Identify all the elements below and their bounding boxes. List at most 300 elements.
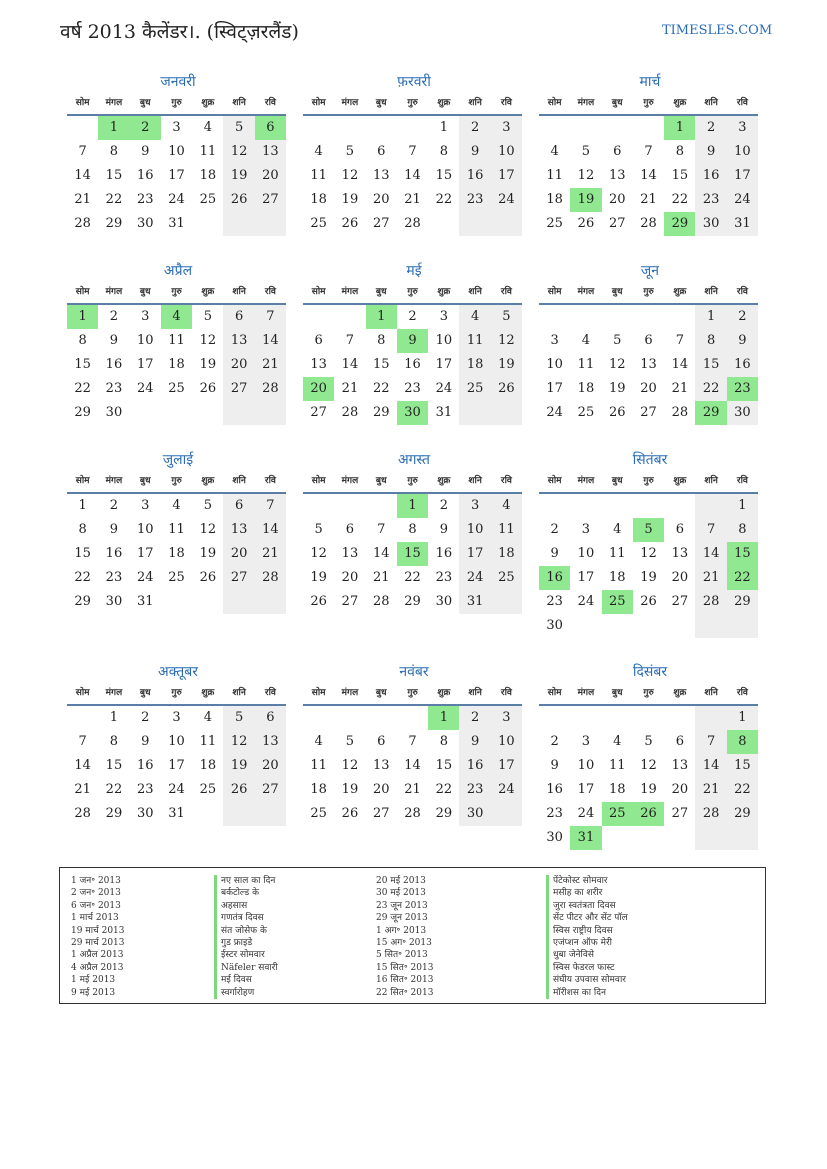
month-block <box>303 448 525 614</box>
day-cell: 15 <box>105 758 123 773</box>
holiday-name: संत जोसेफ के <box>214 925 278 937</box>
weekday-header: सोम <box>303 283 334 305</box>
day-cell: 28 <box>671 405 689 420</box>
empty-day-cell <box>192 401 223 425</box>
weekday-header: सोम <box>539 684 570 706</box>
day-cell: 21 <box>255 353 286 377</box>
day-cell: 4 <box>459 305 490 329</box>
day-cell: 5 <box>223 706 254 730</box>
month-block <box>303 70 525 236</box>
holiday-day-cell: 1 <box>366 305 397 329</box>
day-cell: 11 <box>546 168 563 183</box>
day-cell: 10 <box>577 546 595 561</box>
day-cell: 26 <box>199 570 217 585</box>
weekday-header: रवि <box>255 472 286 494</box>
day-cell: 8 <box>439 734 448 749</box>
month-block <box>67 259 289 425</box>
day-cell: 8 <box>78 522 87 537</box>
day-cell: 28 <box>255 377 286 401</box>
weekday-header: बुध <box>366 684 397 706</box>
day-cell: 16 <box>105 357 123 372</box>
weekday-header: शुक्र <box>192 684 223 706</box>
day-cell: 30 <box>105 405 123 420</box>
holiday-day-cell: 30 <box>397 401 428 425</box>
empty-day-cell <box>255 590 286 614</box>
day-cell: 29 <box>727 590 758 614</box>
empty-day-cell <box>491 802 522 826</box>
day-cell: 21 <box>695 566 726 590</box>
month-grid <box>539 472 761 638</box>
day-cell: 1 <box>78 498 87 513</box>
day-cell: 13 <box>223 329 254 353</box>
empty-day-cell <box>303 494 334 518</box>
month-name: अक्तूबर <box>158 664 198 680</box>
day-cell: 27 <box>372 806 390 821</box>
day-cell: 10 <box>168 144 185 159</box>
empty-day-cell <box>539 706 570 730</box>
holiday-name: मॉरीशस का दिन <box>546 987 628 999</box>
empty-day-cell <box>727 614 758 638</box>
day-cell: 15 <box>727 754 758 778</box>
day-cell: 9 <box>727 329 758 353</box>
day-cell: 12 <box>310 546 327 561</box>
holiday-name: स्विस फेडरल फास्ट <box>546 962 628 974</box>
day-cell: 3 <box>172 120 181 135</box>
day-cell: 4 <box>581 333 591 348</box>
month-name: जुलाई <box>162 452 194 468</box>
holiday-date: 6 जन॰ 2013 <box>71 900 121 911</box>
weekday-header: गुरु <box>161 283 192 305</box>
holiday-day-cell: 1 <box>98 116 129 140</box>
day-cell: 3 <box>581 522 591 537</box>
month-name: सितंबर <box>632 452 668 468</box>
weekday-header: मंगल <box>334 684 365 706</box>
day-cell: 3 <box>141 498 150 513</box>
day-cell: 16 <box>435 546 453 561</box>
day-cell: 18 <box>199 758 217 773</box>
day-cell: 15 <box>372 357 390 372</box>
day-cell: 9 <box>550 546 559 561</box>
day-cell: 13 <box>671 546 689 561</box>
day-cell: 22 <box>105 192 123 207</box>
day-cell: 10 <box>577 758 595 773</box>
weekday-header: शुक्र <box>428 283 459 305</box>
month-name: मई <box>406 263 422 279</box>
day-cell: 9 <box>459 730 490 754</box>
weekday-header: गुरु <box>397 283 428 305</box>
day-cell: 26 <box>341 806 359 821</box>
day-cell: 12 <box>341 758 359 773</box>
day-cell: 23 <box>105 381 123 396</box>
day-cell: 17 <box>491 754 522 778</box>
holiday-day-cell: 25 <box>602 590 633 614</box>
weekday-header: शनि <box>459 283 490 305</box>
day-cell: 6 <box>675 522 684 537</box>
day-cell: 19 <box>608 381 626 396</box>
day-cell: 19 <box>199 546 217 561</box>
day-cell: 24 <box>727 188 758 212</box>
day-cell: 11 <box>577 357 595 372</box>
weekday-header: गुरु <box>397 94 428 116</box>
day-cell: 6 <box>223 305 254 329</box>
empty-day-cell <box>459 212 490 236</box>
weekday-header: शुक्र <box>664 94 695 116</box>
day-cell: 16 <box>404 357 421 372</box>
empty-day-cell <box>539 116 570 140</box>
month-block <box>67 448 289 614</box>
day-cell: 23 <box>459 188 490 212</box>
day-cell: 30 <box>105 594 123 609</box>
day-cell: 6 <box>314 333 323 348</box>
day-cell: 14 <box>341 357 359 372</box>
day-cell: 3 <box>727 116 758 140</box>
empty-day-cell <box>570 494 601 518</box>
day-cell: 5 <box>613 333 622 348</box>
day-cell: 23 <box>136 192 154 207</box>
day-cell: 2 <box>459 116 490 140</box>
empty-day-cell <box>491 401 522 425</box>
weekday-header: शुक्र <box>428 684 459 706</box>
day-cell: 9 <box>550 758 559 773</box>
weekday-header: शनि <box>459 94 490 116</box>
day-cell: 3 <box>581 734 591 749</box>
day-cell: 7 <box>695 518 726 542</box>
day-cell: 26 <box>577 216 595 231</box>
empty-day-cell <box>303 305 334 329</box>
holiday-day-cell: 15 <box>727 542 758 566</box>
day-cell: 4 <box>613 522 622 537</box>
weekday-header: बुध <box>130 283 161 305</box>
holiday-name: नए साल का दिन <box>214 875 278 887</box>
day-cell: 23 <box>435 570 453 585</box>
weekday-header: शुक्र <box>192 283 223 305</box>
day-cell: 21 <box>640 192 657 207</box>
empty-day-cell <box>695 494 726 518</box>
day-cell: 18 <box>546 192 563 207</box>
day-cell: 23 <box>459 778 490 802</box>
day-cell: 30 <box>546 830 563 845</box>
holiday-day-cell: 16 <box>539 566 570 590</box>
weekday-header: मंगल <box>98 472 129 494</box>
empty-day-cell <box>570 614 601 638</box>
weekday-header: गुरु <box>161 684 192 706</box>
day-cell: 17 <box>435 357 453 372</box>
day-cell: 10 <box>546 357 563 372</box>
day-cell: 28 <box>404 216 421 231</box>
day-cell: 10 <box>435 333 453 348</box>
day-cell: 15 <box>74 357 91 372</box>
day-cell: 17 <box>491 164 522 188</box>
month-grid <box>303 94 525 236</box>
day-cell: 24 <box>459 566 490 590</box>
day-cell: 11 <box>310 758 327 773</box>
day-cell: 30 <box>727 401 758 425</box>
weekday-header: मंगल <box>334 94 365 116</box>
empty-day-cell <box>695 826 726 850</box>
day-cell: 23 <box>546 594 563 609</box>
month-block <box>303 660 525 826</box>
day-cell: 27 <box>671 806 689 821</box>
day-cell: 4 <box>203 710 212 725</box>
holiday-day-cell: 2 <box>130 116 161 140</box>
weekday-header: शनि <box>223 684 254 706</box>
day-cell: 17 <box>727 164 758 188</box>
day-cell: 19 <box>640 570 657 585</box>
day-cell: 19 <box>223 164 254 188</box>
month-name: मार्च <box>639 74 661 90</box>
month-grid <box>303 472 525 614</box>
holiday-day-cell: 1 <box>67 305 98 329</box>
holiday-day-cell: 20 <box>303 377 334 401</box>
day-cell: 6 <box>223 494 254 518</box>
holiday-name: ईस्टर सोमवार <box>214 949 278 961</box>
weekday-header: बुध <box>130 684 161 706</box>
day-cell: 16 <box>546 782 563 797</box>
holiday-names-col2 <box>546 875 628 999</box>
empty-day-cell <box>633 706 664 730</box>
day-cell: 26 <box>640 594 657 609</box>
day-cell: 2 <box>141 710 150 725</box>
day-cell: 18 <box>168 546 185 561</box>
empty-day-cell <box>633 826 664 850</box>
weekday-header: रवि <box>491 94 522 116</box>
day-cell: 27 <box>255 188 286 212</box>
empty-day-cell <box>223 212 254 236</box>
holiday-day-cell: 15 <box>397 542 428 566</box>
empty-day-cell <box>570 116 601 140</box>
day-cell: 30 <box>695 212 726 236</box>
holiday-day-cell: 25 <box>602 802 633 826</box>
holiday-date: 5 सित॰ 2013 <box>376 950 428 961</box>
month-grid <box>539 94 761 236</box>
day-cell: 4 <box>491 494 522 518</box>
empty-day-cell <box>255 401 286 425</box>
day-cell: 2 <box>695 116 726 140</box>
day-cell: 23 <box>404 381 421 396</box>
weekday-header: बुध <box>366 94 397 116</box>
empty-day-cell <box>695 706 726 730</box>
empty-day-cell <box>633 494 664 518</box>
day-cell: 15 <box>695 353 726 377</box>
day-cell: 20 <box>372 192 390 207</box>
month-block <box>539 70 761 236</box>
day-cell: 10 <box>727 140 758 164</box>
empty-day-cell <box>633 614 664 638</box>
holiday-day-cell: 31 <box>570 826 601 850</box>
day-cell: 18 <box>199 168 217 183</box>
weekday-header: शनि <box>695 472 726 494</box>
weekday-header: गुरु <box>633 684 664 706</box>
empty-day-cell <box>192 590 223 614</box>
day-cell: 15 <box>435 758 453 773</box>
day-cell: 18 <box>459 353 490 377</box>
day-cell: 1 <box>109 710 119 725</box>
day-cell: 9 <box>695 140 726 164</box>
empty-day-cell <box>664 614 695 638</box>
day-cell: 7 <box>644 144 653 159</box>
day-cell: 19 <box>310 570 327 585</box>
month-name: अप्रैल <box>163 263 193 279</box>
empty-day-cell <box>303 706 334 730</box>
day-cell: 4 <box>550 144 559 159</box>
day-cell: 17 <box>168 168 185 183</box>
day-cell: 3 <box>491 706 522 730</box>
holiday-name: संघीय उपवास सोमवार <box>546 974 628 986</box>
day-cell: 9 <box>141 734 150 749</box>
weekday-header: बुध <box>366 283 397 305</box>
day-cell: 3 <box>491 116 522 140</box>
weekday-header: गुरु <box>161 94 192 116</box>
day-cell: 24 <box>577 806 595 821</box>
day-cell: 18 <box>168 357 185 372</box>
weekday-header: रवि <box>491 684 522 706</box>
holiday-day-cell: 22 <box>727 566 758 590</box>
month-grid <box>539 684 761 850</box>
day-cell: 6 <box>345 522 355 537</box>
day-cell: 22 <box>74 381 91 396</box>
day-cell: 18 <box>608 782 626 797</box>
day-cell: 29 <box>372 405 390 420</box>
day-cell: 5 <box>203 498 212 513</box>
weekday-header: सोम <box>539 472 570 494</box>
holiday-name: गुड फ्राइडे <box>214 937 278 949</box>
month-block <box>539 448 761 638</box>
empty-day-cell <box>255 212 286 236</box>
day-cell: 9 <box>439 522 448 537</box>
day-cell: 3 <box>172 710 181 725</box>
holiday-name: धुबा जेनेविसे <box>546 949 628 961</box>
day-cell: 4 <box>314 734 323 749</box>
empty-day-cell <box>366 116 397 140</box>
day-cell: 8 <box>408 522 417 537</box>
day-cell: 19 <box>640 782 657 797</box>
day-cell: 2 <box>439 498 448 513</box>
day-cell: 13 <box>223 518 254 542</box>
day-cell: 13 <box>372 168 390 183</box>
day-cell: 13 <box>255 730 286 754</box>
holiday-date: 16 सित॰ 2013 <box>376 975 434 986</box>
day-cell: 13 <box>372 758 390 773</box>
day-cell: 26 <box>491 377 522 401</box>
day-cell: 2 <box>109 498 119 513</box>
day-cell: 24 <box>577 594 595 609</box>
day-cell: 21 <box>74 192 91 207</box>
empty-day-cell <box>602 826 633 850</box>
empty-day-cell <box>223 802 254 826</box>
empty-day-cell <box>664 305 695 329</box>
day-cell: 5 <box>644 734 653 749</box>
month-grid <box>67 472 289 614</box>
day-cell: 8 <box>78 333 87 348</box>
empty-day-cell <box>334 494 365 518</box>
holiday-day-cell: 26 <box>633 802 664 826</box>
day-cell: 16 <box>136 168 154 183</box>
day-cell: 28 <box>695 802 726 826</box>
weekday-header: गुरु <box>161 472 192 494</box>
weekday-header: बुध <box>602 94 633 116</box>
day-cell: 10 <box>136 333 154 348</box>
day-cell: 14 <box>372 546 390 561</box>
day-cell: 22 <box>74 570 91 585</box>
weekday-header: रवि <box>727 684 758 706</box>
weekday-header: सोम <box>539 283 570 305</box>
day-cell: 25 <box>310 216 327 231</box>
weekday-header: मंगल <box>570 283 601 305</box>
day-cell: 16 <box>459 754 490 778</box>
month-grid <box>67 283 289 425</box>
day-cell: 12 <box>199 522 217 537</box>
day-cell: 17 <box>577 782 595 797</box>
day-cell: 26 <box>341 216 359 231</box>
day-cell: 5 <box>345 144 355 159</box>
day-cell: 20 <box>640 381 657 396</box>
holiday-dates-col2 <box>376 875 433 999</box>
day-cell: 11 <box>608 758 626 773</box>
holiday-names-col1 <box>214 875 278 999</box>
day-cell: 11 <box>491 518 522 542</box>
day-cell: 27 <box>372 216 390 231</box>
day-cell: 14 <box>404 168 421 183</box>
day-cell: 12 <box>640 546 657 561</box>
empty-day-cell <box>130 401 161 425</box>
day-cell: 29 <box>435 806 453 821</box>
day-cell: 31 <box>727 212 758 236</box>
day-cell: 26 <box>223 778 254 802</box>
day-cell: 20 <box>255 164 286 188</box>
page-title: वर्ष 2013 कैलेंडर।. (स्विट्ज़रलैंड) <box>60 21 299 43</box>
day-cell: 18 <box>577 381 595 396</box>
day-cell: 7 <box>408 734 417 749</box>
empty-day-cell <box>570 706 601 730</box>
day-cell: 8 <box>675 144 684 159</box>
day-cell: 10 <box>491 730 522 754</box>
day-cell: 8 <box>377 333 386 348</box>
day-cell: 6 <box>644 333 653 348</box>
weekday-header: बुध <box>602 283 633 305</box>
weekday-header: शनि <box>223 283 254 305</box>
day-cell: 21 <box>404 782 421 797</box>
day-cell: 8 <box>727 518 758 542</box>
day-cell: 21 <box>695 778 726 802</box>
holiday-list <box>59 867 766 1004</box>
month-block <box>539 259 761 425</box>
day-cell: 25 <box>168 570 185 585</box>
day-cell: 22 <box>671 192 689 207</box>
day-cell: 27 <box>341 594 359 609</box>
site-link[interactable]: TIMESLES.COM <box>662 23 773 38</box>
empty-day-cell <box>255 802 286 826</box>
day-cell: 20 <box>255 754 286 778</box>
day-cell: 12 <box>640 758 657 773</box>
holiday-day-cell: 5 <box>633 518 664 542</box>
weekday-header: रवि <box>491 472 522 494</box>
day-cell: 5 <box>314 522 323 537</box>
day-cell: 9 <box>109 522 119 537</box>
empty-day-cell <box>397 116 428 140</box>
day-cell: 29 <box>727 802 758 826</box>
empty-day-cell <box>161 590 192 614</box>
day-cell: 17 <box>136 546 154 561</box>
day-cell: 28 <box>372 594 390 609</box>
weekday-header: शनि <box>459 472 490 494</box>
empty-day-cell <box>334 305 365 329</box>
holiday-date: 1 जन॰ 2013 <box>71 876 121 886</box>
day-cell: 11 <box>459 329 490 353</box>
day-cell: 18 <box>608 570 626 585</box>
month-name: नवंबर <box>399 664 429 680</box>
weekday-header: मंगल <box>570 94 601 116</box>
day-cell: 23 <box>136 782 154 797</box>
